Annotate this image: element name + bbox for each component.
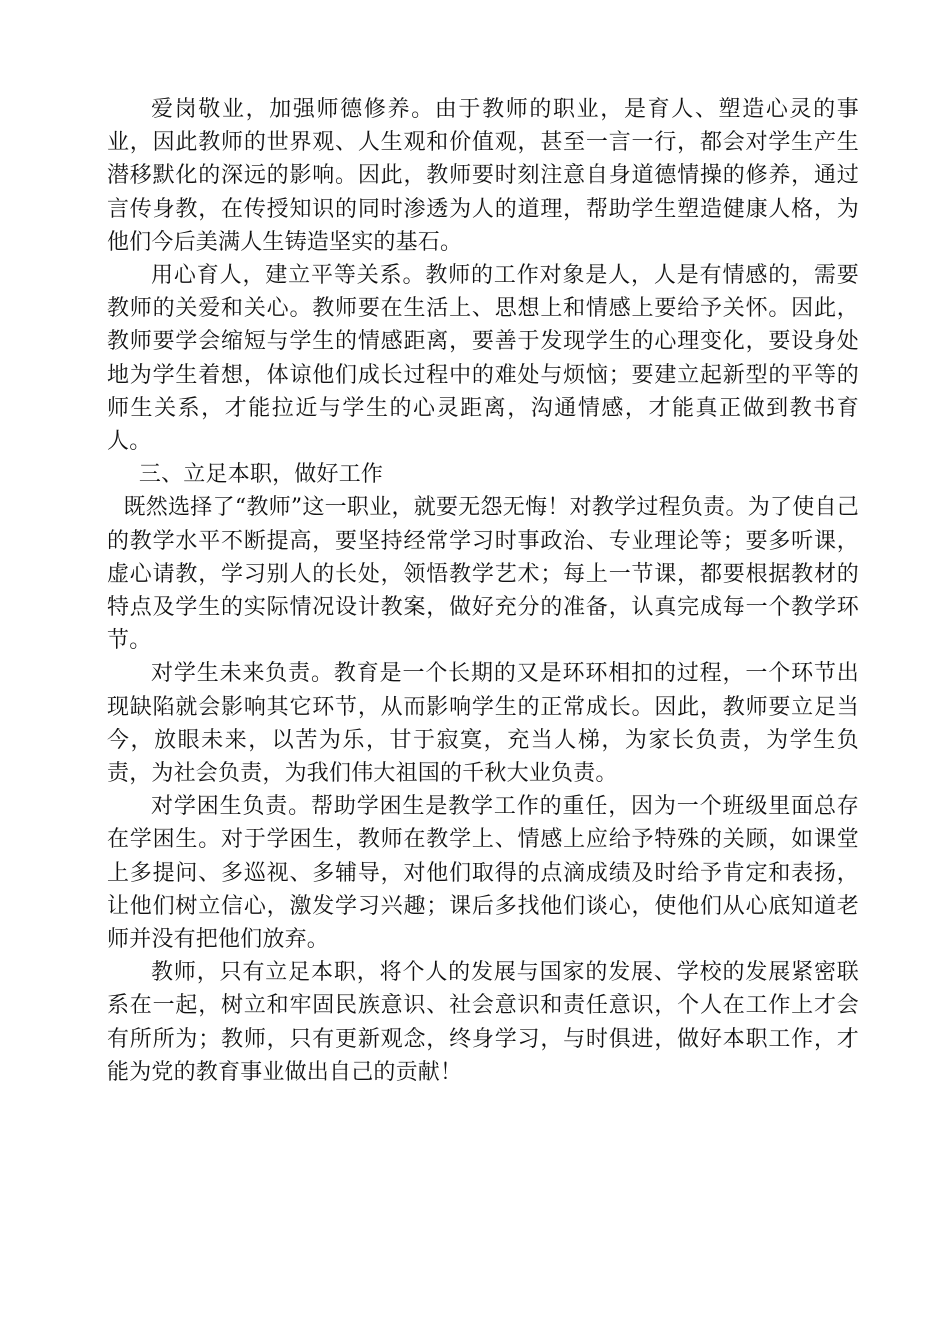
section-heading-three: 三、立足本职，做好工作 — [138, 462, 384, 488]
paragraph-student-future: 对学生未来负责。教育是一个长期的又是环环相扣的过程，一个环节出现缺陷就会影响其它环节，从而影响学生的正常成长。因此，教师要立足当今，放眼未来，以苦为乐，甘于寂寞，充当人梯，为家长负责，为学生负责，为社会负责，为我们伟大祖国的千秋大业负责。 — [107, 661, 859, 787]
paragraph-teaching-process: 既然选择了“教师”这一职业，就要无怨无悔！对教学过程负责。为了使自己的教学水平不断提高，要坚持经常学习时事政治、专业理论等；要多听课，虚心请教，学习别人的长处，领悟教学艺术；每上一节课，都要根据教材的特点及学生的实际情况设计教案，做好充分的准备，认真完成每一个教学环节。 — [107, 495, 859, 654]
paragraph-teacher-ethics: 爱岗敬业，加强师德修养。由于教师的职业，是育人、塑造心灵的事业，因此教师的世界观、人生观和价值观，甚至一言一行，都会对学生产生潜移默化的深远的影响。因此，教师要时刻注意自身道德情操的修养，通过言传身教，在传授知识的同时渗透为人的道理，帮助学生塑造健康人格，为他们今后美满人生铸造坚实的基石。 — [107, 97, 859, 255]
document-body — [107, 93, 859, 1089]
paragraph-struggling-students: 对学困生负责。帮助学困生是教学工作的重任，因为一个班级里面总存在学困生。对于学困生，教师在教学上、情感上应给予特殊的关顾，如课堂上多提问、多巡视、多辅导，对他们取得的点滴成绩及时给予肯定和表扬，让他们树立信心，激发学习兴趣；课后多找他们谈心，使他们从心底知道老师并没有把他们放弃。 — [107, 794, 859, 953]
paragraph-equal-relationship: 用心育人，建立平等关系。教师的工作对象是人，人是有情感的，需要教师的关爱和关心。教师要在生活上、思想上和情感上要给予关怀。因此，教师要学会缩短与学生的情感距离，要善于发现学生的心理变化，要设身处地为学生着想，体谅他们成长过程中的难处与烦恼；要建立起新型的平等的师生关系，才能拉近与学生的心灵距离，沟通情感，才能真正做到教书育人。 — [107, 263, 859, 455]
paragraph-conclusion: 教师，只有立足本职，将个人的发展与国家的发展、学校的发展紧密联系在一起，树立和牢固民族意识、社会意识和责任意识，个人在工作上才会有所所为；教师，只有更新观念，终身学习，与时俱进，做好本职工作，才能为党的教育事业做出自己的贡献！ — [107, 960, 859, 1085]
